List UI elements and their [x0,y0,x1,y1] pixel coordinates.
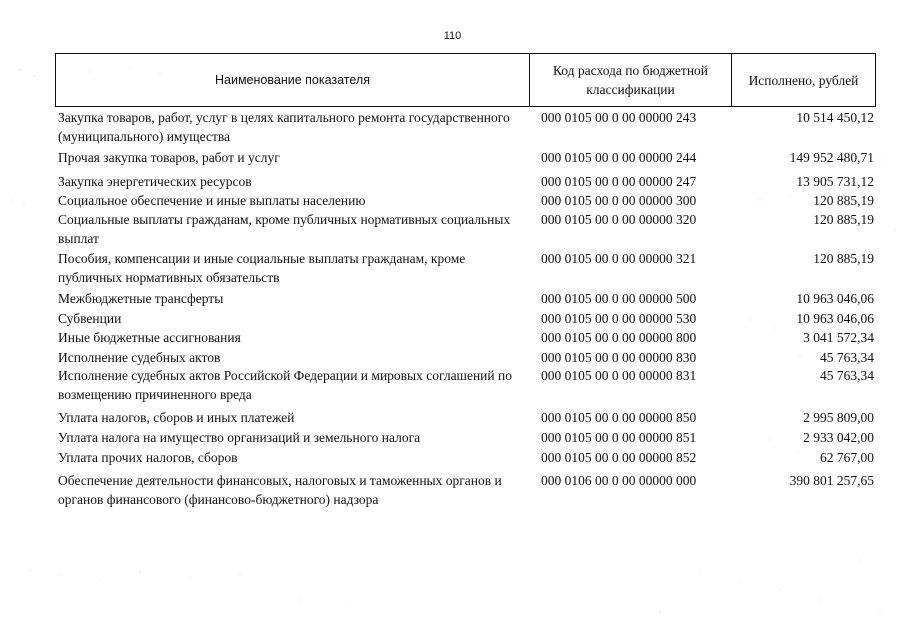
table-row [55,108,876,148]
row-name: Субвенции [58,311,122,326]
row-amount: 45 763,34 [820,368,874,383]
row-name: Межбюджетные трансферты [58,291,224,306]
row-amount: 120 885,19 [813,212,874,227]
row-amount: 3 041 572,34 [803,330,874,345]
table-row [55,366,876,408]
table-row [55,428,876,448]
header-amount: Исполнено, рублей [748,72,859,88]
table-row [55,172,876,191]
row-amount: 10 514 450,12 [796,110,874,125]
row-name: Исполнение судебных актов [58,350,221,365]
row-amount: 62 767,00 [820,450,874,465]
row-name: Обеспечение деятельности финансовых, налоговых и таможенных органов и органов финансового (финансово-бюджетного) надзора [58,473,502,507]
table-row [55,289,876,309]
row-amount: 10 963 046,06 [796,291,874,306]
row-code: 000 0105 00 0 00 00000 320 [541,212,697,227]
table-row [55,210,876,249]
page-number: 110 [443,30,462,42]
header-name: Наименование показателя [56,54,530,106]
row-amount: 2 933 042,00 [803,430,874,445]
row-code: 000 0105 00 0 00 00000 247 [541,174,697,189]
table-row [55,191,876,210]
row-code: 000 0105 00 0 00 00000 831 [541,368,697,383]
row-name: Закупка энергетических ресурсов [58,174,252,189]
row-code: 000 0105 00 0 00 00000 800 [541,330,697,345]
table-row [55,148,876,172]
row-code: 000 0105 00 0 00 00000 830 [541,350,697,365]
row-amount: 10 963 046,06 [796,311,874,326]
row-name: Пособия, компенсации и иные социальные выплаты гражданам, кроме публичных нормативных обязательств [58,251,466,285]
row-code: 000 0105 00 0 00 00000 244 [541,150,697,165]
row-code: 000 0105 00 0 00 00000 500 [541,291,697,306]
row-name: Иные бюджетные ассигнования [58,330,241,345]
header-code: Код расхода по бюджетной классификации [530,54,732,106]
row-amount: 2 995 809,00 [803,410,874,425]
row-amount: 390 801 257,65 [789,473,874,488]
table-header [55,53,876,107]
row-amount: 120 885,19 [813,193,874,208]
row-code: 000 0105 00 0 00 00000 530 [541,311,697,326]
table-row [55,448,876,471]
row-amount: 45 763,34 [820,350,874,365]
row-code: 000 0105 00 0 00 00000 243 [541,110,697,125]
table-row [55,249,876,289]
row-code: 000 0105 00 0 00 00000 300 [541,193,697,208]
row-name: Уплата налогов, сборов и иных платежей [58,410,295,425]
row-amount: 120 885,19 [813,251,874,266]
row-code: 000 0105 00 0 00 00000 321 [541,251,697,266]
row-code: 000 0105 00 0 00 00000 852 [541,450,697,465]
row-name: Социальные выплаты гражданам, кроме публичных нормативных социальных выплат [58,212,511,246]
table-row [55,348,876,366]
row-name: Закупка товаров, работ, услуг в целях капитального ремонта государственного (муниципального) имущества [58,110,510,144]
table-row [55,408,876,428]
table-body [55,108,876,511]
row-amount: 149 952 480,71 [789,150,874,165]
row-code: 000 0105 00 0 00 00000 850 [541,410,697,425]
row-name: Уплата прочих налогов, сборов [58,450,238,465]
table-row [55,309,876,328]
row-code: 000 0106 00 0 00 00000 000 [541,473,697,488]
table-row [55,328,876,348]
row-name: Исполнение судебных актов Российской Федерации и мировых соглашений по возмещению причиненного вреда [58,368,512,402]
table-row [55,471,876,511]
row-name: Социальное обеспечение и иные выплаты населению [58,193,366,208]
row-name: Прочая закупка товаров, работ и услуг [58,150,280,165]
row-code: 000 0105 00 0 00 00000 851 [541,430,697,445]
row-amount: 13 905 731,12 [796,174,874,189]
row-name: Уплата налога на имущество организаций и земельного налога [58,430,421,445]
